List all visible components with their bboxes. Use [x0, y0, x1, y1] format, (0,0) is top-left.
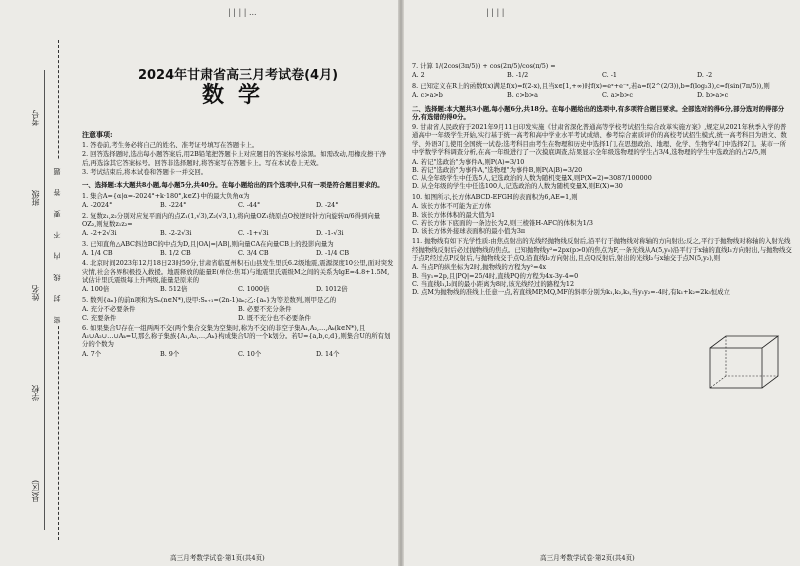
binding-strip — [0, 40, 80, 540]
option: A. 若记"选政治"为事件A,则P(A)=3/10 — [412, 157, 525, 166]
cuboid-front-face — [710, 348, 762, 388]
option: C. -1 — [602, 71, 617, 80]
question-3-options — [82, 249, 394, 257]
left-page-footer: 高三月考数学试卷·第1页(共4页) — [170, 554, 265, 562]
note-3: 3. 考试结束后,将本试卷和答题卡一并交回。 — [82, 168, 208, 177]
option: B. 当y₁=2p,且|PQ|=25/4时,直线PQ的方程为4x-3y-4=0 — [412, 271, 579, 280]
question-1: 1. 集合A={α|α=-2024°+k·180°,k∈Z}中的最大负角α为 — [82, 191, 250, 200]
question-4: 4. 北京时间2023年12月18日23时59分,甘肃省临夏州积石山县发生里氏6.2级地震,震源深度10公里,面对突发灾情,社会各界积极投入救援。地震释放的能量E(单位:焦耳)与地震里氏震级M之间的关系为lgE=4.8+1.5M,试估计里氏震级每上升两级,能量是原来的 — [82, 259, 394, 284]
cuboid-hidden-edge — [710, 376, 726, 388]
option: A. 1/4 CB — [82, 249, 113, 258]
option: C. -1+√3i — [238, 229, 269, 238]
question-6-options — [82, 350, 394, 358]
option: D. -24° — [316, 201, 339, 210]
option: D. 14个 — [316, 349, 340, 358]
question-9-options — [412, 158, 792, 191]
option: D. b>a>c — [697, 91, 729, 100]
option: B. -224° — [160, 201, 187, 210]
seal-line-text: 密 封 线 内 不 要 答 题 — [53, 162, 61, 324]
question-10: 10. 如图所示,长方体ABCD-EFGH的表面积为6,AE=1,则 — [412, 192, 578, 201]
section-1-heading: 一、选择题:本大题共8小题,每小题5分,共40分。在每小题给出的四个选项中,只有一项是符合题目要求的。 — [82, 181, 384, 190]
page-fold-seam — [398, 0, 404, 566]
option: C. a>b>c — [602, 91, 633, 100]
top-marks-right: | | | | — [486, 8, 505, 17]
option: A. 2 — [412, 71, 425, 80]
option: D. 该长方体外接球表面积的最小值为3π — [412, 227, 526, 236]
left-page — [82, 50, 394, 560]
option: C. 若长方体下底面的一条边长为2,则三棱锥H-AFC的体积为1/3 — [412, 218, 593, 227]
option: C. 从全年级学生中任选5人,记选政治的人数为随机变量X,则P(X=2)=3087/100000 — [412, 174, 652, 183]
option: D. 从全年级的学生中任选100人,记选政治的人数为随机变量X,则E(X)=30 — [412, 182, 623, 191]
right-page-footer: 高三月考数学试卷·第2页(共4页) — [540, 554, 635, 562]
question-3: 3. 已知直角△ABC斜边BC的中点为D,且|OA|=|AB|,则向量CA在向量CB上的投影向量为 — [82, 239, 334, 248]
option: C. -44° — [238, 201, 261, 210]
question-2-options — [82, 229, 394, 237]
cuboid-top-edges — [710, 336, 778, 348]
option: B. 9个 — [160, 349, 180, 358]
option: B. c>b>a — [507, 91, 538, 100]
exam-subject: 数学 — [201, 83, 274, 109]
question-1-options — [82, 201, 394, 209]
right-page — [412, 60, 792, 560]
section-2-heading: 二、选择题:本大题共3小题,每小题6分,共18分。在每小题给出的选项中,有多项符合题目要求。全部选对的得6分,部分选对的得部分分,有选错的得0分。 — [412, 104, 785, 121]
option: B. 1/2 CB — [160, 249, 191, 258]
field-school: 学校 — [31, 385, 40, 401]
question-11-options — [412, 263, 792, 296]
option: B. 若记"选政治"为事件A,"选物理"为事件B,则P(A|B)=3/20 — [412, 165, 583, 174]
cuboid-right-edges — [762, 336, 778, 388]
option: D. 既不充分也不必要条件 — [238, 313, 311, 322]
option: A. -2+2√3i — [82, 229, 117, 238]
option: B. -2-2√3i — [160, 229, 192, 238]
option: A. 7个 — [82, 349, 102, 358]
question-5-options — [82, 305, 394, 322]
field-name: 姓名 — [31, 285, 40, 301]
question-8: 8. 已知定义在R上的函数f(x)满足f(x)=f(2-x),且当x∈[1,+∞)时f(x)=eˣ+e⁻ˣ,若a=f(2^(2/3)),b=f(log₂3),c=f(sin(7π/5)),则 — [412, 81, 770, 90]
option: C. 1000倍 — [238, 285, 270, 294]
option: A. 该长方体不可能为正方体 — [412, 202, 491, 211]
option: C. 3/4 CB — [238, 249, 269, 258]
option: A. c>a>b — [412, 91, 443, 100]
option: D. -1/4 CB — [316, 249, 350, 258]
field-exam-no: 考号 — [31, 110, 40, 126]
cuboid-figure — [706, 332, 782, 394]
question-6: 6. 如果集合U存在一组两两不交(两个集合交集为空集时,称为不交)的非空子集A₁,A₂,…,Aₖ(k∈N*),且A₁∪A₂∪…∪Aₖ=U,那么称子集族{A₁,A₂,…,Aₖ}构成集合U的一个k划分。若U={a,b,c,d},则集合U的所有划分的个数为 — [82, 323, 391, 349]
option: D. 点M为抛物线的准线上任意一点,若直线MP,MQ,MF的斜率分别为k₁,k₂,k₃,当y₁y₂=-4时,有k₁+k₂=2k₃恒成立 — [412, 288, 730, 297]
field-district: 县(区) — [31, 480, 40, 503]
option: D. 1012倍 — [316, 285, 348, 294]
option: A. 充分不必要条件 — [82, 305, 136, 314]
exam-title: 2024年甘肃省高三月考试卷(4月) — [137, 68, 339, 83]
option: D. -2 — [697, 71, 713, 80]
option: B. 必要不充分条件 — [238, 305, 292, 314]
option: A. 当点P的纵坐标为2时,抛物线的方程为y²=4x — [412, 263, 547, 272]
question-10-block — [412, 193, 702, 236]
option: D. -1-√3i — [316, 229, 344, 238]
option: B. 该长方体体积的最大值为1 — [412, 210, 496, 219]
question-7-options — [412, 71, 792, 79]
question-4-options — [82, 285, 394, 293]
field-class: 班级 — [31, 190, 40, 206]
option: C. 10个 — [238, 349, 262, 358]
option: C. 充要条件 — [82, 313, 117, 322]
option: A. 100倍 — [82, 285, 110, 294]
question-8-options — [412, 91, 792, 99]
question-5: 5. 数列{aₙ}的前n项和为Sₙ(n∈N*),设甲:Sₙ₊₁=(2n-1)aₙ;乙:{aₙ}为等差数列,则甲是乙的 — [82, 295, 337, 304]
question-11: 11. 抛物线有如下光学性质:由焦点射出的光线经抛物线反射后,沿平行于抛物线对称轴的方向射出;反之,平行于抛物线对称轴的入射光线经抛物线反射后必过抛物线的焦点。已知抛物线y²=2px(p>0)的焦点为F,一条光线从A(5,y₀)沿平行于x轴的直线l₁方向射出,与抛物线交于点P,经过点P反射后,与抛物线交于点Q,沿直线l₂方向射出,且点Q反射后,射出的光线l₂与x轴交于点N(5,y₂),则 — [412, 237, 792, 262]
binding-line — [44, 70, 45, 530]
notes-title: 注意事项: — [82, 129, 113, 139]
question-2: 2. 复数z₁,z₂分别对应复平面内的点Z₁(1,√3),Z₂(√3,1),将向量OZ₁绕原点O按逆时针方向旋转π/6得到向量OZ₂,则复数z₁z₂= — [82, 211, 381, 228]
option: C. 当直线l₁,l₂间的最小距离为8时,该光线经过的路程为12 — [412, 280, 575, 289]
note-2: 2. 回答选择题时,选出每小题答案后,用2B铅笔把答题卡上对应题目的答案标号涂黑。如需改动,用橡皮擦干净后,再选涂其它答案标号。回答非选择题时,将答案写在答题卡上。写在本试卷上无效。 — [82, 150, 387, 167]
option: A. -2024° — [82, 201, 113, 210]
question-9: 9. 甘肃省人民政府于2021年9月11日印发实施《甘肃省深化普通高等学校考试招生综合改革实施方案》,规定从2021年秋季入学的普通高中一年级学生开始,实行基于统一高考和高中学业水平考试成绩、参考综合素质评价的高校考试招生模式,统一高考科目为语文、数学、外语3门,使用全国统一试卷;选考科目由考生在物理和历史中选择1门,在思想政治、地理、化学、生物学4门中选择2门。某市一所中学数学学科调查分析,在高一年级进行了一次摸底调查,结果显示全年级选物理的学生占3/4,选物理的学生中选政治的占2/5,则 — [412, 123, 787, 157]
top-marks-left: | | | | ... — [228, 8, 257, 17]
question-10-options — [412, 202, 702, 235]
option: B. -1/2 — [507, 71, 529, 80]
note-1: 1. 答卷前,考生务必将自己的姓名、准考证号填写在答题卡上。 — [82, 140, 259, 149]
question-7: 7. 计算 1/(2cos(3π/5)) + cos(2π/5)/cos(π/5) = — [412, 62, 556, 70]
option: B. 512倍 — [160, 285, 188, 294]
